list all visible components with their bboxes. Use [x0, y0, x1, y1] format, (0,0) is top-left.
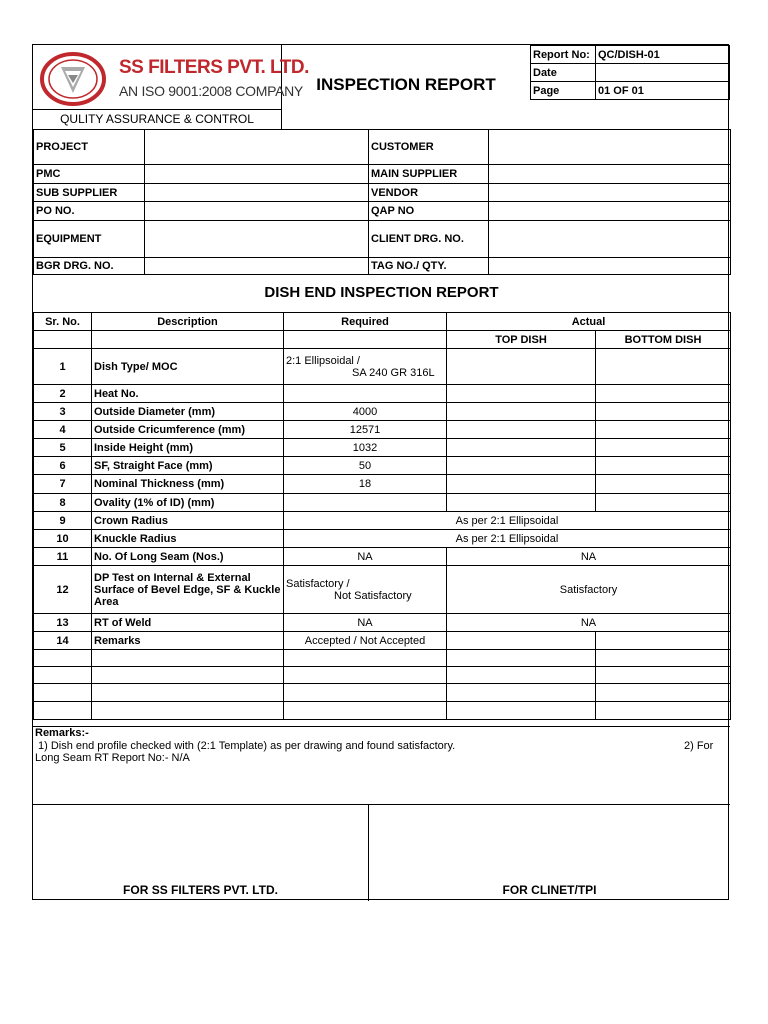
col-bottom-dish-header: BOTTOM DISH — [596, 331, 731, 349]
table-row: 4 Outside Cricumference (mm) 12571 — [34, 421, 731, 439]
table-row: 2 Heat No. — [34, 385, 731, 403]
company-name: SS FILTERS PVT. LTD. — [119, 57, 309, 78]
signature-client-tpi — [369, 805, 730, 901]
sub-supplier-value — [145, 184, 369, 202]
report-no-value: QC/DISH-01 — [596, 46, 730, 64]
col-required-header: Required — [284, 313, 447, 331]
client-drg-value — [489, 221, 731, 258]
inspection-table — [33, 312, 730, 720]
page-value: 01 OF 01 — [596, 82, 730, 100]
inspection-report-sheet — [32, 44, 729, 900]
col-actual-header: Actual — [447, 313, 731, 331]
signature-client-tpi-label: FOR CLINET/TPI — [502, 883, 597, 897]
customer-value — [489, 130, 731, 165]
project-info-grid — [33, 129, 730, 275]
table-row — [34, 650, 731, 667]
report-no-label: Report No: — [531, 46, 596, 64]
signature-block — [33, 804, 730, 900]
table-row: 6 SF, Straight Face (mm) 50 — [34, 457, 731, 475]
remarks-line-2-end: Long Seam RT Report No:- N/A — [35, 752, 190, 764]
section-title: DISH END INSPECTION REPORT — [33, 274, 730, 312]
tag-qty-label: TAG NO./ QTY. — [369, 258, 489, 275]
equipment-label: EQUIPMENT — [34, 221, 145, 258]
company-logo-icon — [39, 51, 115, 107]
project-label: PROJECT — [34, 130, 145, 165]
iso-certification: AN ISO 9001:2008 COMPANY — [119, 83, 303, 99]
vendor-label: VENDOR — [369, 184, 489, 202]
report-header — [33, 45, 730, 129]
table-row: 14 Remarks Accepted / Not Accepted — [34, 632, 731, 650]
remarks-label: Remarks:- — [35, 727, 89, 739]
po-no-label: PO NO. — [34, 202, 145, 221]
tag-qty-value — [489, 258, 731, 275]
client-drg-label: CLIENT DRG. NO. — [369, 221, 489, 258]
signature-ss-filters — [33, 805, 369, 901]
table-row: 13 RT of Weld NA NA — [34, 614, 731, 632]
main-supplier-value — [489, 165, 731, 184]
signature-ss-filters-label: FOR SS FILTERS PVT. LTD. — [123, 883, 278, 897]
department-label: QULITY ASSURANCE & CONTROL — [33, 109, 282, 129]
page-title: INSPECTION REPORT — [316, 75, 496, 94]
page-label: Page — [531, 82, 596, 100]
pmc-label: PMC — [34, 165, 145, 184]
table-row: 10 Knuckle Radius As per 2:1 Ellipsoidal — [34, 530, 731, 548]
remarks-block — [33, 726, 730, 804]
qap-no-value — [489, 202, 731, 221]
table-row — [34, 702, 731, 720]
pmc-value — [145, 165, 369, 184]
table-row: 5 Inside Height (mm) 1032 — [34, 439, 731, 457]
col-top-dish-header: TOP DISH — [447, 331, 596, 349]
table-row: 9 Crown Radius As per 2:1 Ellipsoidal — [34, 512, 731, 530]
table-row: 3 Outside Diameter (mm) 4000 — [34, 403, 731, 421]
col-srno-header: Sr. No. — [34, 313, 92, 331]
table-row — [34, 684, 731, 702]
sub-supplier-label: SUB SUPPLIER — [34, 184, 145, 202]
po-no-value — [145, 202, 369, 221]
vendor-value — [489, 184, 731, 202]
date-label: Date — [531, 64, 596, 82]
table-row: 8 Ovality (1% of ID) (mm) — [34, 494, 731, 512]
col-description-header: Description — [92, 313, 284, 331]
equipment-value — [145, 221, 369, 258]
table-row: 11 No. Of Long Seam (Nos.) NA NA — [34, 548, 731, 566]
remarks-line-2-start: 2) For — [684, 740, 714, 752]
qap-no-label: QAP NO — [369, 202, 489, 221]
bgr-drg-value — [145, 258, 369, 275]
table-row: 7 Nominal Thickness (mm) 18 — [34, 475, 731, 494]
table-row: 1 Dish Type/ MOC 2:1 Ellipsoidal / SA 240 GR 316L — [34, 349, 731, 385]
customer-label: CUSTOMER — [369, 130, 489, 165]
table-row — [34, 667, 731, 684]
project-value — [145, 130, 369, 165]
main-supplier-label: MAIN SUPPLIER — [369, 165, 489, 184]
bgr-drg-label: BGR DRG. NO. — [34, 258, 145, 275]
company-logo-block — [33, 45, 309, 109]
remarks-line-1: 1) Dish end profile checked with (2:1 Template) as per drawing and found satisfactory. — [38, 740, 456, 752]
date-value — [596, 64, 730, 82]
table-row: 12 DP Test on Internal & External Surface of Bevel Edge, SF & Kuckle Area Satisfactory / Not Satisfactory Satisfactory — [34, 566, 731, 614]
report-meta — [530, 45, 730, 129]
